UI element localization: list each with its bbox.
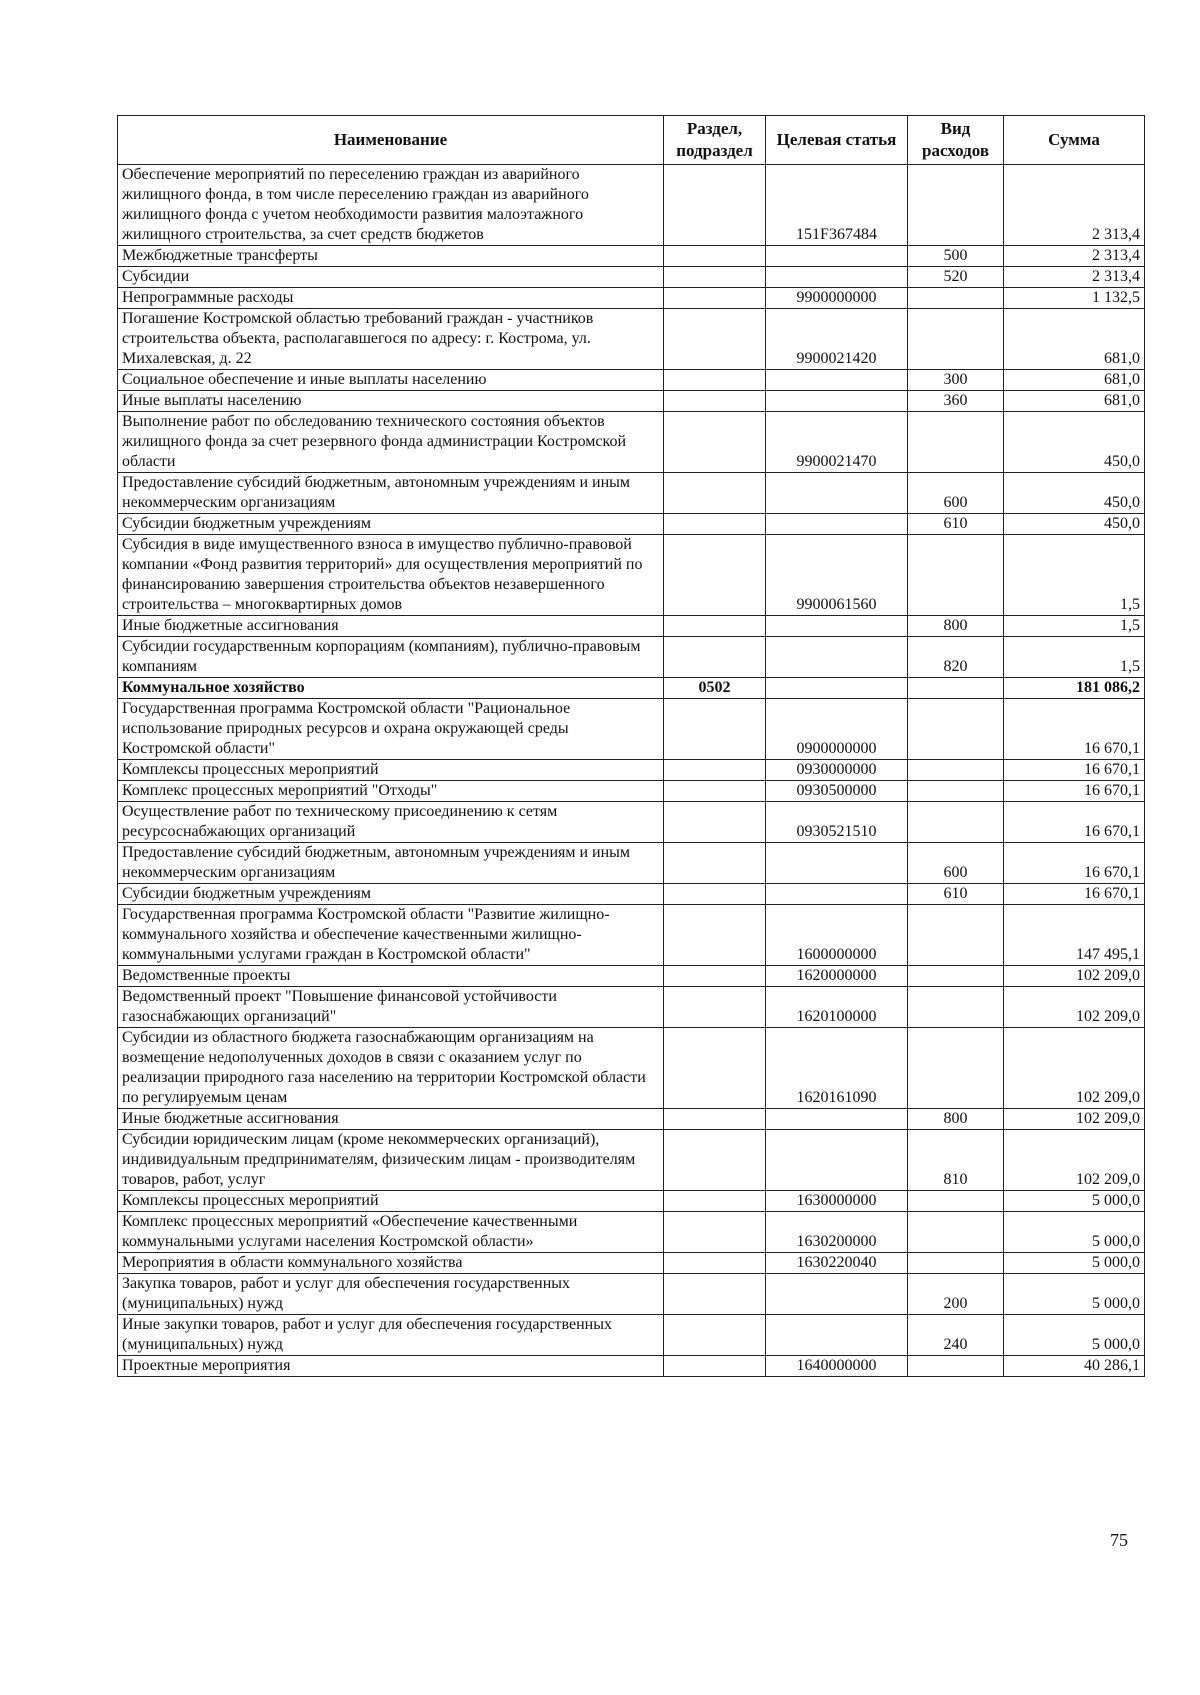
cell-section [664,781,766,802]
cell-section [664,884,766,905]
header-name: Наименование [118,116,664,165]
cell-section [664,966,766,987]
table-row [118,760,1145,781]
cell-section [664,1028,766,1109]
cell-target [766,473,908,514]
cell-expense [908,905,1004,966]
cell-section [664,905,766,966]
cell-name: Субсидии [118,267,664,288]
table-header-row [118,116,1145,165]
cell-sum: 102 209,0 [1004,1109,1145,1130]
table-row [118,1315,1145,1356]
cell-sum: 16 670,1 [1004,843,1145,884]
cell-expense: 600 [908,473,1004,514]
cell-target [766,246,908,267]
table-row [118,966,1145,987]
cell-sum: 5 000,0 [1004,1315,1145,1356]
cell-expense: 520 [908,267,1004,288]
cell-expense: 360 [908,391,1004,412]
cell-section [664,391,766,412]
cell-target: 0930000000 [766,760,908,781]
cell-name: Государственная программа Костромской области "Развитие жилищно-коммунального хозяйства и обеспечение качественными жилищно-коммунальными услугами граждан в Костромской области" [118,905,664,966]
cell-target: 9900061560 [766,535,908,616]
table-row [118,1356,1145,1377]
cell-target: 1630200000 [766,1212,908,1253]
cell-target [766,678,908,699]
cell-name: Иные бюджетные ассигнования [118,616,664,637]
cell-section [664,288,766,309]
cell-expense [908,1356,1004,1377]
cell-target [766,884,908,905]
header-expense: Вид расходов [908,116,1004,165]
cell-section [664,1212,766,1253]
cell-name: Государственная программа Костромской области "Рациональное использование природных ресурсов и охрана окружающей среды Костромской области" [118,699,664,760]
cell-name: Погашение Костромской областью требований граждан - участников строительства объекта, располагавшегося по адресу: г. Кострома, ул. Михалевская, д. 22 [118,309,664,370]
cell-section [664,760,766,781]
cell-sum: 102 209,0 [1004,1028,1145,1109]
table-row [118,514,1145,535]
cell-name: Комплекс процессных мероприятий "Отходы" [118,781,664,802]
cell-section [664,1356,766,1377]
cell-section [664,1315,766,1356]
cell-sum: 16 670,1 [1004,699,1145,760]
cell-name: Проектные мероприятия [118,1356,664,1377]
cell-sum: 681,0 [1004,391,1145,412]
cell-expense [908,1212,1004,1253]
cell-expense [908,412,1004,473]
cell-sum: 16 670,1 [1004,760,1145,781]
cell-sum: 1 132,5 [1004,288,1145,309]
cell-sum: 40 286,1 [1004,1356,1145,1377]
cell-name: Обеспечение мероприятий по переселению граждан из аварийного жилищного фонда, в том числе переселению граждан из аварийного жилищного фонда с учетом необходимости развития малоэтажного жилищного строительства, за счет средств бюджетов [118,165,664,246]
cell-name: Закупка товаров, работ и услуг для обеспечения государственных (муниципальных) нужд [118,1274,664,1315]
cell-expense: 800 [908,616,1004,637]
cell-expense [908,309,1004,370]
cell-section [664,802,766,843]
cell-expense [908,802,1004,843]
table-row [118,843,1145,884]
cell-section [664,637,766,678]
cell-sum: 147 495,1 [1004,905,1145,966]
cell-target: 151F367484 [766,165,908,246]
table-row [118,309,1145,370]
cell-section: 0502 [664,678,766,699]
cell-target [766,637,908,678]
cell-sum: 2 313,4 [1004,246,1145,267]
cell-name: Ведомственные проекты [118,966,664,987]
header-sum: Сумма [1004,116,1145,165]
header-section: Раздел, подраздел [664,116,766,165]
cell-target [766,370,908,391]
cell-name: Непрограммные расходы [118,288,664,309]
cell-target: 1630220040 [766,1253,908,1274]
table-row [118,678,1145,699]
cell-sum: 5 000,0 [1004,1191,1145,1212]
table-row [118,616,1145,637]
cell-expense [908,987,1004,1028]
table-row [118,1212,1145,1253]
table-row [118,246,1145,267]
table-row [118,781,1145,802]
cell-section [664,370,766,391]
cell-target [766,514,908,535]
cell-name: Субсидия в виде имущественного взноса в имущество публично-правовой компании «Фонд развития территорий» для осуществления мероприятий по финансированию завершения строительства объектов незавершенного строительства – многоквартирных домов [118,535,664,616]
cell-target: 1620000000 [766,966,908,987]
cell-sum: 2 313,4 [1004,165,1145,246]
header-target: Целевая статья [766,116,908,165]
cell-expense: 600 [908,843,1004,884]
cell-expense [908,288,1004,309]
cell-name: Субсидии бюджетным учреждениям [118,514,664,535]
cell-name: Предоставление субсидий бюджетным, автономным учреждениям и иным некоммерческим организациям [118,843,664,884]
table-row [118,699,1145,760]
cell-target [766,1130,908,1191]
cell-expense: 200 [908,1274,1004,1315]
cell-expense: 610 [908,884,1004,905]
table-body [118,165,1145,1377]
cell-expense [908,781,1004,802]
cell-sum: 5 000,0 [1004,1274,1145,1315]
cell-target: 1620161090 [766,1028,908,1109]
cell-name: Комплекс процессных мероприятий «Обеспечение качественными коммунальными услугами населения Костромской области» [118,1212,664,1253]
cell-section [664,616,766,637]
cell-expense [908,699,1004,760]
cell-sum: 16 670,1 [1004,802,1145,843]
cell-expense: 300 [908,370,1004,391]
cell-sum: 102 209,0 [1004,1130,1145,1191]
table-row [118,391,1145,412]
cell-target [766,1274,908,1315]
cell-name: Субсидии юридическим лицам (кроме некоммерческих организаций), индивидуальным предпринимателям, физическим лицам - производителям товаров, работ, услуг [118,1130,664,1191]
table-row [118,637,1145,678]
cell-sum: 450,0 [1004,514,1145,535]
table-row [118,165,1145,246]
cell-name: Субсидии бюджетным учреждениям [118,884,664,905]
cell-section [664,246,766,267]
cell-section [664,412,766,473]
cell-name: Иные выплаты населению [118,391,664,412]
cell-expense [908,1253,1004,1274]
cell-target [766,267,908,288]
table-row [118,412,1145,473]
cell-name: Социальное обеспечение и иные выплаты населению [118,370,664,391]
cell-section [664,535,766,616]
cell-sum: 2 313,4 [1004,267,1145,288]
cell-expense: 500 [908,246,1004,267]
cell-sum: 1,5 [1004,637,1145,678]
cell-sum: 1,5 [1004,616,1145,637]
table-row [118,473,1145,514]
cell-section [664,987,766,1028]
cell-expense [908,966,1004,987]
table-row [118,905,1145,966]
table-row [118,535,1145,616]
cell-name: Мероприятия в области коммунального хозяйства [118,1253,664,1274]
page-number: 75 [1110,1530,1128,1550]
cell-expense: 800 [908,1109,1004,1130]
cell-section [664,1274,766,1315]
cell-section [664,1130,766,1191]
table-row [118,1130,1145,1191]
cell-name: Субсидии государственным корпорациям (компаниям), публично-правовым компаниям [118,637,664,678]
cell-section [664,1109,766,1130]
table-row [118,1253,1145,1274]
cell-expense [908,1028,1004,1109]
cell-target [766,391,908,412]
table-row [118,1109,1145,1130]
cell-expense [908,678,1004,699]
cell-target: 1640000000 [766,1356,908,1377]
cell-name: Выполнение работ по обследованию технического состояния объектов жилищного фонда за счет резервного фонда администрации Костромской области [118,412,664,473]
cell-section [664,699,766,760]
table-row [118,1274,1145,1315]
cell-sum: 16 670,1 [1004,781,1145,802]
cell-name: Субсидии из областного бюджета газоснабжающим организациям на возмещение недополученных доходов в связи с оказанием услуг по реализации природного газа населению на территории Костромской области по регулируемым ценам [118,1028,664,1109]
cell-sum: 5 000,0 [1004,1253,1145,1274]
cell-expense: 610 [908,514,1004,535]
cell-sum: 102 209,0 [1004,966,1145,987]
table-row [118,884,1145,905]
cell-expense [908,535,1004,616]
cell-sum: 1,5 [1004,535,1145,616]
cell-sum: 681,0 [1004,309,1145,370]
cell-name: Предоставление субсидий бюджетным, автономным учреждениям и иным некоммерческим организациям [118,473,664,514]
cell-target: 9900021470 [766,412,908,473]
cell-sum: 450,0 [1004,412,1145,473]
table-row [118,370,1145,391]
cell-target: 1620100000 [766,987,908,1028]
cell-section [664,843,766,884]
cell-expense: 820 [908,637,1004,678]
cell-target: 1600000000 [766,905,908,966]
cell-expense [908,760,1004,781]
table-row [118,1191,1145,1212]
cell-name: Иные бюджетные ассигнования [118,1109,664,1130]
budget-table [117,115,1145,1377]
table-row [118,1028,1145,1109]
cell-section [664,309,766,370]
cell-target: 9900000000 [766,288,908,309]
cell-target: 9900021420 [766,309,908,370]
cell-expense [908,1191,1004,1212]
cell-target: 0930521510 [766,802,908,843]
cell-name: Иные закупки товаров, работ и услуг для обеспечения государственных (муниципальных) нужд [118,1315,664,1356]
cell-name: Ведомственный проект "Повышение финансовой устойчивости газоснабжающих организаций" [118,987,664,1028]
cell-sum: 16 670,1 [1004,884,1145,905]
cell-name: Комплексы процессных мероприятий [118,1191,664,1212]
cell-section [664,1191,766,1212]
cell-sum: 450,0 [1004,473,1145,514]
cell-sum: 102 209,0 [1004,987,1145,1028]
cell-target [766,616,908,637]
cell-name: Осуществление работ по техническому присоединению к сетям ресурсоснабжающих организаций [118,802,664,843]
cell-section [664,267,766,288]
cell-sum: 5 000,0 [1004,1212,1145,1253]
cell-section [664,1253,766,1274]
cell-target [766,1109,908,1130]
cell-target [766,1315,908,1356]
cell-name: Комплексы процессных мероприятий [118,760,664,781]
cell-section [664,165,766,246]
cell-section [664,473,766,514]
cell-expense [908,165,1004,246]
cell-section [664,514,766,535]
cell-sum: 681,0 [1004,370,1145,391]
cell-sum: 181 086,2 [1004,678,1145,699]
cell-target: 1630000000 [766,1191,908,1212]
table-row [118,267,1145,288]
cell-name: Коммунальное хозяйство [118,678,664,699]
cell-expense: 240 [908,1315,1004,1356]
table-row [118,802,1145,843]
cell-target [766,843,908,884]
table-row [118,987,1145,1028]
cell-expense: 810 [908,1130,1004,1191]
cell-target: 0930500000 [766,781,908,802]
cell-target: 0900000000 [766,699,908,760]
table-row [118,288,1145,309]
cell-name: Межбюджетные трансферты [118,246,664,267]
